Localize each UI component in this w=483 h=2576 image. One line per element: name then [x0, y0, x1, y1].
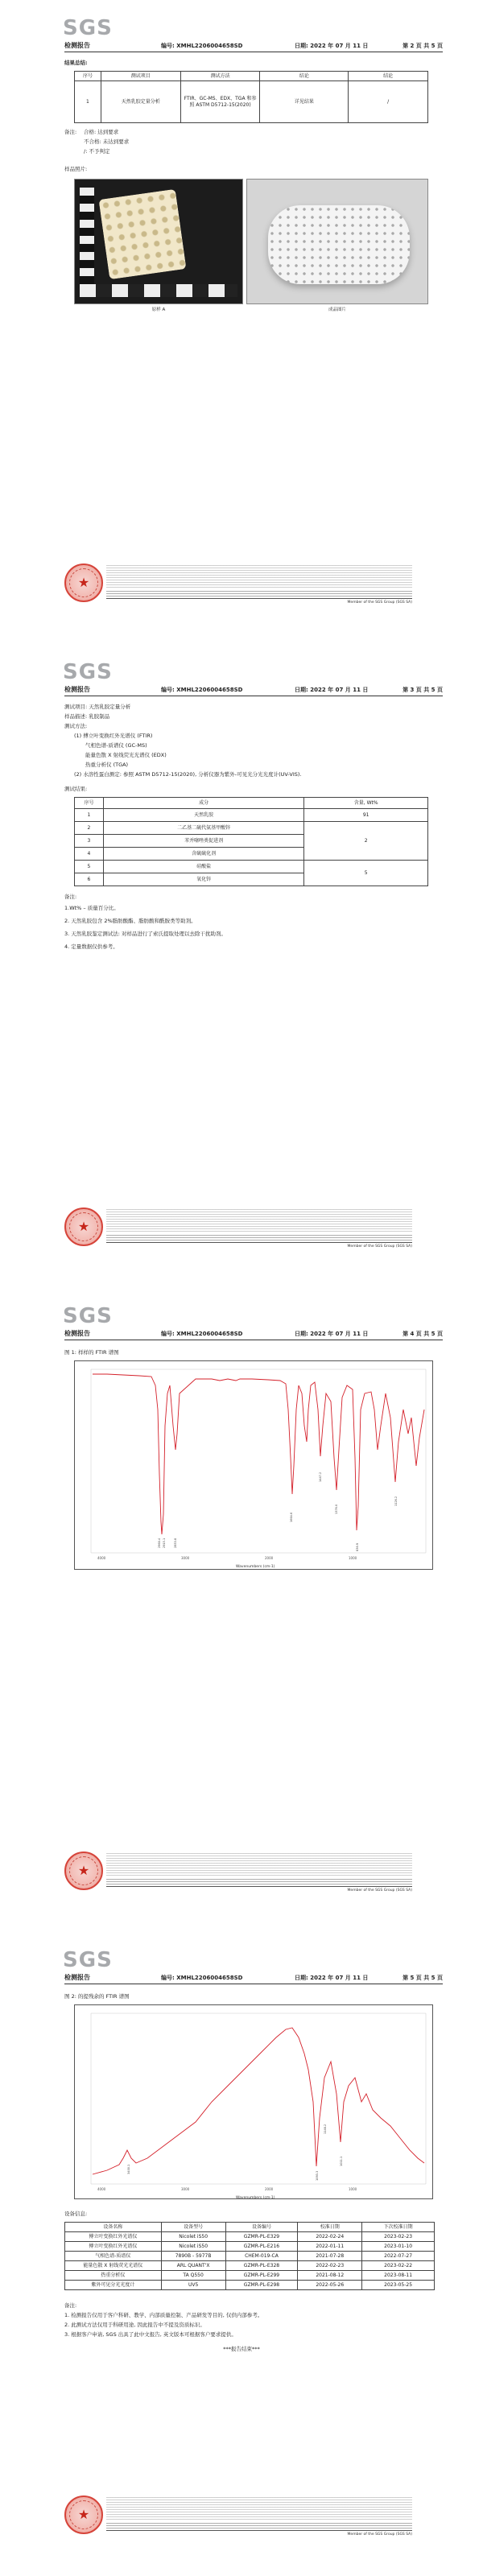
inspection-seal — [64, 564, 103, 602]
col-header-result: 结论 — [260, 72, 349, 81]
cell-id: CHEM-019-CA — [225, 2252, 298, 2261]
photo-label-a: 原样 A — [151, 308, 166, 312]
x-ticks — [97, 2187, 357, 2191]
page-header — [64, 1327, 443, 1338]
note-item: 3. 根据客户申请, SGS 出具了此中文报告, 英文版本可根据客户要求提供。 — [64, 2331, 237, 2338]
footer-rule — [106, 2530, 412, 2531]
report-date: 日期: 2022 年 07 月 11 日 — [295, 43, 369, 49]
cell-calib-date: 2022-05-26 — [298, 2281, 362, 2290]
x-axis-label: Wavenumbers (cm-1) — [236, 2196, 275, 2200]
cell-calib-date: 2021-08-12 — [298, 2271, 362, 2281]
x-ticks — [97, 1556, 357, 1560]
composition-table — [74, 797, 428, 886]
col-header-calib-date: 校准日期 — [298, 2223, 362, 2232]
note-item: 3. 天然乳胶鉴定测试法: 对样品进行了索氏提取处理以去除干扰助剂。 — [64, 931, 227, 937]
cell-calib-date: 2022-02-24 — [298, 2232, 362, 2242]
cell-model: 7890B - 5977B — [161, 2252, 225, 2261]
star-icon: ★ — [77, 575, 90, 590]
footer-rule — [106, 1886, 412, 1887]
contact-fine-print — [106, 2523, 412, 2529]
page-footer — [64, 1208, 435, 1257]
method-item: (2) 水溶性蛋白测定: 参照 ASTM D5712-15(2020), 分析仪器为紫外-可见光分光光度计(UV-VIS). — [74, 771, 302, 778]
ftir-spectrum-1-plot — [75, 1361, 434, 1571]
legal-fine-print — [106, 2497, 412, 2520]
end-of-report: ***报告结束*** — [223, 2346, 260, 2352]
cell-no: 4 — [75, 848, 104, 861]
page-footer — [64, 1852, 435, 1901]
svg-text:1664.6: 1664.6 — [290, 1512, 293, 1522]
col-header-component: 成分 — [103, 798, 303, 809]
inspection-seal — [64, 1852, 103, 1890]
cell-component: 含硫硫化剂 — [103, 848, 303, 861]
svg-text:2960.4: 2960.4 — [158, 1538, 161, 1548]
plot-frame — [91, 1369, 426, 1553]
report-title: 检测报告 — [64, 686, 90, 693]
cell-equipment: 傅立叶变换红外光谱仪 — [65, 2232, 162, 2242]
page-number: 第 2 页 共 5 页 — [402, 43, 443, 49]
cell-id: GZMR-PL-E298 — [225, 2281, 298, 2290]
cell-no: 2 — [75, 822, 104, 835]
page-header — [64, 683, 443, 694]
svg-text:1093.3: 1093.3 — [316, 2170, 319, 2181]
svg-text:836.9: 836.9 — [356, 1542, 359, 1551]
svg-text:1376.0: 1376.0 — [335, 1504, 338, 1514]
svg-text:3000: 3000 — [181, 1556, 190, 1560]
sample-photo-a — [74, 179, 243, 304]
cell-model: UV5 — [161, 2281, 225, 2290]
cell-equipment: 气相色谱-质谱仪 — [65, 2252, 162, 2261]
svg-text:3400.1: 3400.1 — [127, 2164, 130, 2174]
cell-next-calib: 2023-01-10 — [362, 2242, 435, 2252]
report-page-4 — [0, 1288, 483, 1932]
cell-equipment: 紫外可见分光光度计 — [65, 2281, 162, 2290]
cell-model: Nicolet iS50 — [161, 2242, 225, 2252]
member-text: Member of the SGS Group (SGS SA) — [347, 2533, 412, 2537]
sample-description: 样品描述: 乳胶制品 — [64, 713, 110, 720]
legal-fine-print — [106, 1209, 412, 1232]
svg-text:1148.2: 1148.2 — [324, 2124, 327, 2134]
cell-next-calib: 2023-08-11 — [362, 2271, 435, 2281]
col-header-conclusion: 结论 — [349, 72, 428, 81]
svg-text:2853.8: 2853.8 — [174, 1538, 177, 1548]
cell-conclusion: / — [349, 81, 428, 123]
cell-component: 天然乳胶 — [103, 809, 303, 822]
cell-next-calib: 2023-02-22 — [362, 2261, 435, 2271]
page-footer — [64, 564, 435, 613]
report-title: 检测报告 — [64, 1330, 90, 1337]
report-number: 编号: XMHL2206004658SD — [161, 1331, 243, 1337]
contact-fine-print — [106, 1235, 412, 1241]
svg-text:1126.2: 1126.2 — [394, 1496, 398, 1506]
star-icon: ★ — [77, 1219, 90, 1234]
sgs-logo: SGS — [63, 16, 113, 40]
cell-calib-date: 2021-07-28 — [298, 2252, 362, 2261]
cell-calib-date: 2022-01-11 — [298, 2242, 362, 2252]
pillow-product — [268, 205, 410, 284]
member-text: Member of the SGS Group (SGS SA) — [347, 1245, 412, 1249]
cell-no: 1 — [75, 81, 101, 123]
method-item: 气相色谱-质谱仪 (GC-MS) — [85, 742, 147, 749]
col-header-next-calib: 下次校准日期 — [362, 2223, 435, 2232]
col-header-equipment: 设备名称 — [65, 2223, 162, 2232]
page-footer — [64, 2496, 435, 2545]
method-item: 能量色散 X 射线荧光光谱仪 (EDX) — [85, 752, 167, 758]
cell-equipment: 能量色散 X 射线荧光光谱仪 — [65, 2261, 162, 2271]
method-item: (1) 傅立叶变换红外光谱仪 (FTIR) — [74, 733, 153, 739]
report-number: 编号: XMHL2206004658SD — [161, 687, 243, 693]
result-title: 测试结果: — [64, 786, 88, 792]
note-item: 合格: 达到要求 — [84, 129, 119, 135]
page-header — [64, 1971, 443, 1982]
report-number: 编号: XMHL2206004658SD — [161, 43, 243, 49]
note-item: 1. 检测报告仅用于客户科研、教学、内部质量控制、产品研发等目的, 仅供内部参考。 — [64, 2312, 263, 2318]
cell-no: 1 — [75, 809, 104, 822]
cell-item: 天然乳胶定量分析 — [101, 81, 180, 123]
cell-content: 2 — [304, 822, 428, 861]
note-item: /: 不予判定 — [84, 148, 110, 155]
page-number: 第 4 页 共 5 页 — [402, 1331, 443, 1337]
cell-content: 91 — [304, 809, 428, 822]
plot-frame — [91, 2013, 426, 2184]
report-page-2 — [0, 0, 483, 644]
cell-no: 5 — [75, 861, 104, 873]
cell-content: 5 — [304, 861, 428, 886]
method-item: 热重分析仪 (TGA) — [85, 762, 129, 768]
svg-text:4000: 4000 — [97, 2187, 106, 2191]
notes-title: 备注: — [64, 894, 77, 900]
footer-rule — [106, 1242, 412, 1243]
cell-method: FTIR、GC-MS、EDX、TGA 和参照 ASTM D5712-15(2020) — [180, 81, 260, 123]
cell-next-calib: 2022-07-27 — [362, 2252, 435, 2261]
cell-result: 详见结果 — [260, 81, 349, 123]
report-page-3 — [0, 644, 483, 1288]
col-header-model: 设备型号 — [161, 2223, 225, 2232]
col-header-id: 设备编号 — [225, 2223, 298, 2232]
photo-label-product: 成品图片 — [328, 308, 346, 312]
svg-text:2915.1: 2915.1 — [163, 1538, 166, 1548]
equipment-table — [64, 2222, 435, 2290]
cell-id: GZMR-PL-E328 — [225, 2261, 298, 2271]
cell-component: 二乙基二硫代氨基甲酸锌 — [103, 822, 303, 835]
product-photo — [246, 179, 428, 304]
ftir-spectrum-1 — [74, 1360, 433, 1570]
star-icon: ★ — [77, 1863, 90, 1878]
cell-equipment: 傅立叶变换红外光谱仪 — [65, 2242, 162, 2252]
report-title: 检测报告 — [64, 1974, 90, 1981]
cell-id: GZMR-PL-E216 — [225, 2242, 298, 2252]
cell-id: GZMR-PL-E299 — [225, 2271, 298, 2281]
cell-model: Nicolet iS50 — [161, 2232, 225, 2242]
svg-text:1011.1: 1011.1 — [340, 2156, 343, 2166]
peak-labels — [158, 1472, 398, 1551]
x-axis-label: Wavenumbers (cm-1) — [236, 1565, 275, 1569]
cell-id: GZMR-PL-E329 — [225, 2232, 298, 2242]
cell-component: 硅酸盐 — [103, 861, 303, 873]
member-text: Member of the SGS Group (SGS SA) — [347, 1889, 412, 1893]
contact-fine-print — [106, 591, 412, 597]
cell-calib-date: 2022-02-23 — [298, 2261, 362, 2271]
page-number: 第 3 页 共 5 页 — [402, 687, 443, 693]
cell-component: 氧化锌 — [103, 873, 303, 886]
equipment-title: 设备信息: — [64, 2211, 88, 2217]
cell-no: 6 — [75, 873, 104, 886]
cell-next-calib: 2023-02-23 — [362, 2232, 435, 2242]
svg-text:2000: 2000 — [265, 1556, 274, 1560]
svg-text:1447.2: 1447.2 — [319, 1472, 322, 1482]
note-item: 4. 定量数据仅供参考。 — [64, 943, 118, 950]
report-title: 检测报告 — [64, 42, 90, 49]
col-header-no: 序号 — [75, 72, 101, 81]
sgs-logo: SGS — [63, 1304, 113, 1328]
svg-text:3000: 3000 — [181, 2187, 190, 2191]
photo-title: 样品照片: — [64, 166, 88, 172]
sgs-logo: SGS — [63, 660, 113, 684]
peak-labels — [127, 2124, 343, 2181]
figure-title: 图 2: 的提残余的 FTIR 谱图 — [64, 1993, 130, 2000]
contact-fine-print — [106, 1879, 412, 1885]
summary-title: 结果总结: — [64, 60, 88, 66]
ftir-spectrum-2-plot — [75, 2005, 434, 2200]
figure-title: 图 1: 样样的 FTIR 谱图 — [64, 1349, 119, 1356]
report-date: 日期: 2022 年 07 月 11 日 — [295, 687, 369, 693]
cell-equipment: 热重分析仪 — [65, 2271, 162, 2281]
svg-text:4000: 4000 — [97, 1556, 106, 1560]
ruler-horizontal — [80, 284, 237, 297]
cell-no: 3 — [75, 835, 104, 848]
svg-text:1000: 1000 — [349, 2187, 357, 2191]
svg-text:2000: 2000 — [265, 2187, 274, 2191]
report-date: 日期: 2022 年 07 月 11 日 — [295, 1975, 369, 1981]
col-header-content: 含量, Wt% — [304, 798, 428, 809]
notes-title: 备注: — [64, 2302, 77, 2309]
latex-sample — [99, 189, 187, 279]
sgs-logo: SGS — [63, 1948, 113, 1972]
star-icon: ★ — [77, 2507, 90, 2522]
note-item: 2. 天然乳胶包含 2%脂肪酸酯、脂肪酸和酰胺类等助剂。 — [64, 918, 196, 924]
note-item: 不合格: 未达到要求 — [84, 138, 130, 145]
legal-fine-print — [106, 565, 412, 588]
page-header — [64, 39, 443, 50]
note-item: 2. 此测试方法仅用于科研用途, 因此报告中不提及资质标识。 — [64, 2322, 205, 2328]
cell-next-calib: 2023-05-25 — [362, 2281, 435, 2290]
inspection-seal — [64, 1208, 103, 1246]
col-header-method: 测试方法 — [180, 72, 260, 81]
inspection-seal — [64, 2496, 103, 2534]
col-header-no: 序号 — [75, 798, 104, 809]
footer-rule — [106, 598, 412, 599]
spectrum-trace — [93, 2028, 424, 2174]
page-number: 第 5 页 共 5 页 — [402, 1975, 443, 1981]
ruler-vertical — [80, 188, 94, 296]
spectrum-trace — [93, 1374, 424, 1534]
member-text: Member of the SGS Group (SGS SA) — [347, 601, 412, 605]
notes-title: 备注: — [64, 129, 77, 135]
test-item: 测试项目: 天然乳胶定量分析 — [64, 704, 131, 710]
ftir-spectrum-2 — [74, 2004, 433, 2199]
report-date: 日期: 2022 年 07 月 11 日 — [295, 1331, 369, 1337]
legal-fine-print — [106, 1853, 412, 1876]
cell-component: 苯并噻唑类促进剂 — [103, 835, 303, 848]
method-title: 测试方法: — [64, 723, 88, 729]
report-number: 编号: XMHL2206004658SD — [161, 1975, 243, 1981]
summary-table — [74, 71, 428, 123]
cell-model: ARL QUANT'X — [161, 2261, 225, 2271]
svg-text:1000: 1000 — [349, 1556, 357, 1560]
cell-model: TA Q550 — [161, 2271, 225, 2281]
col-header-item: 测试项目 — [101, 72, 180, 81]
note-item: 1.Wt% – 质量百分比。 — [64, 905, 119, 911]
report-page-5 — [0, 1932, 483, 2576]
